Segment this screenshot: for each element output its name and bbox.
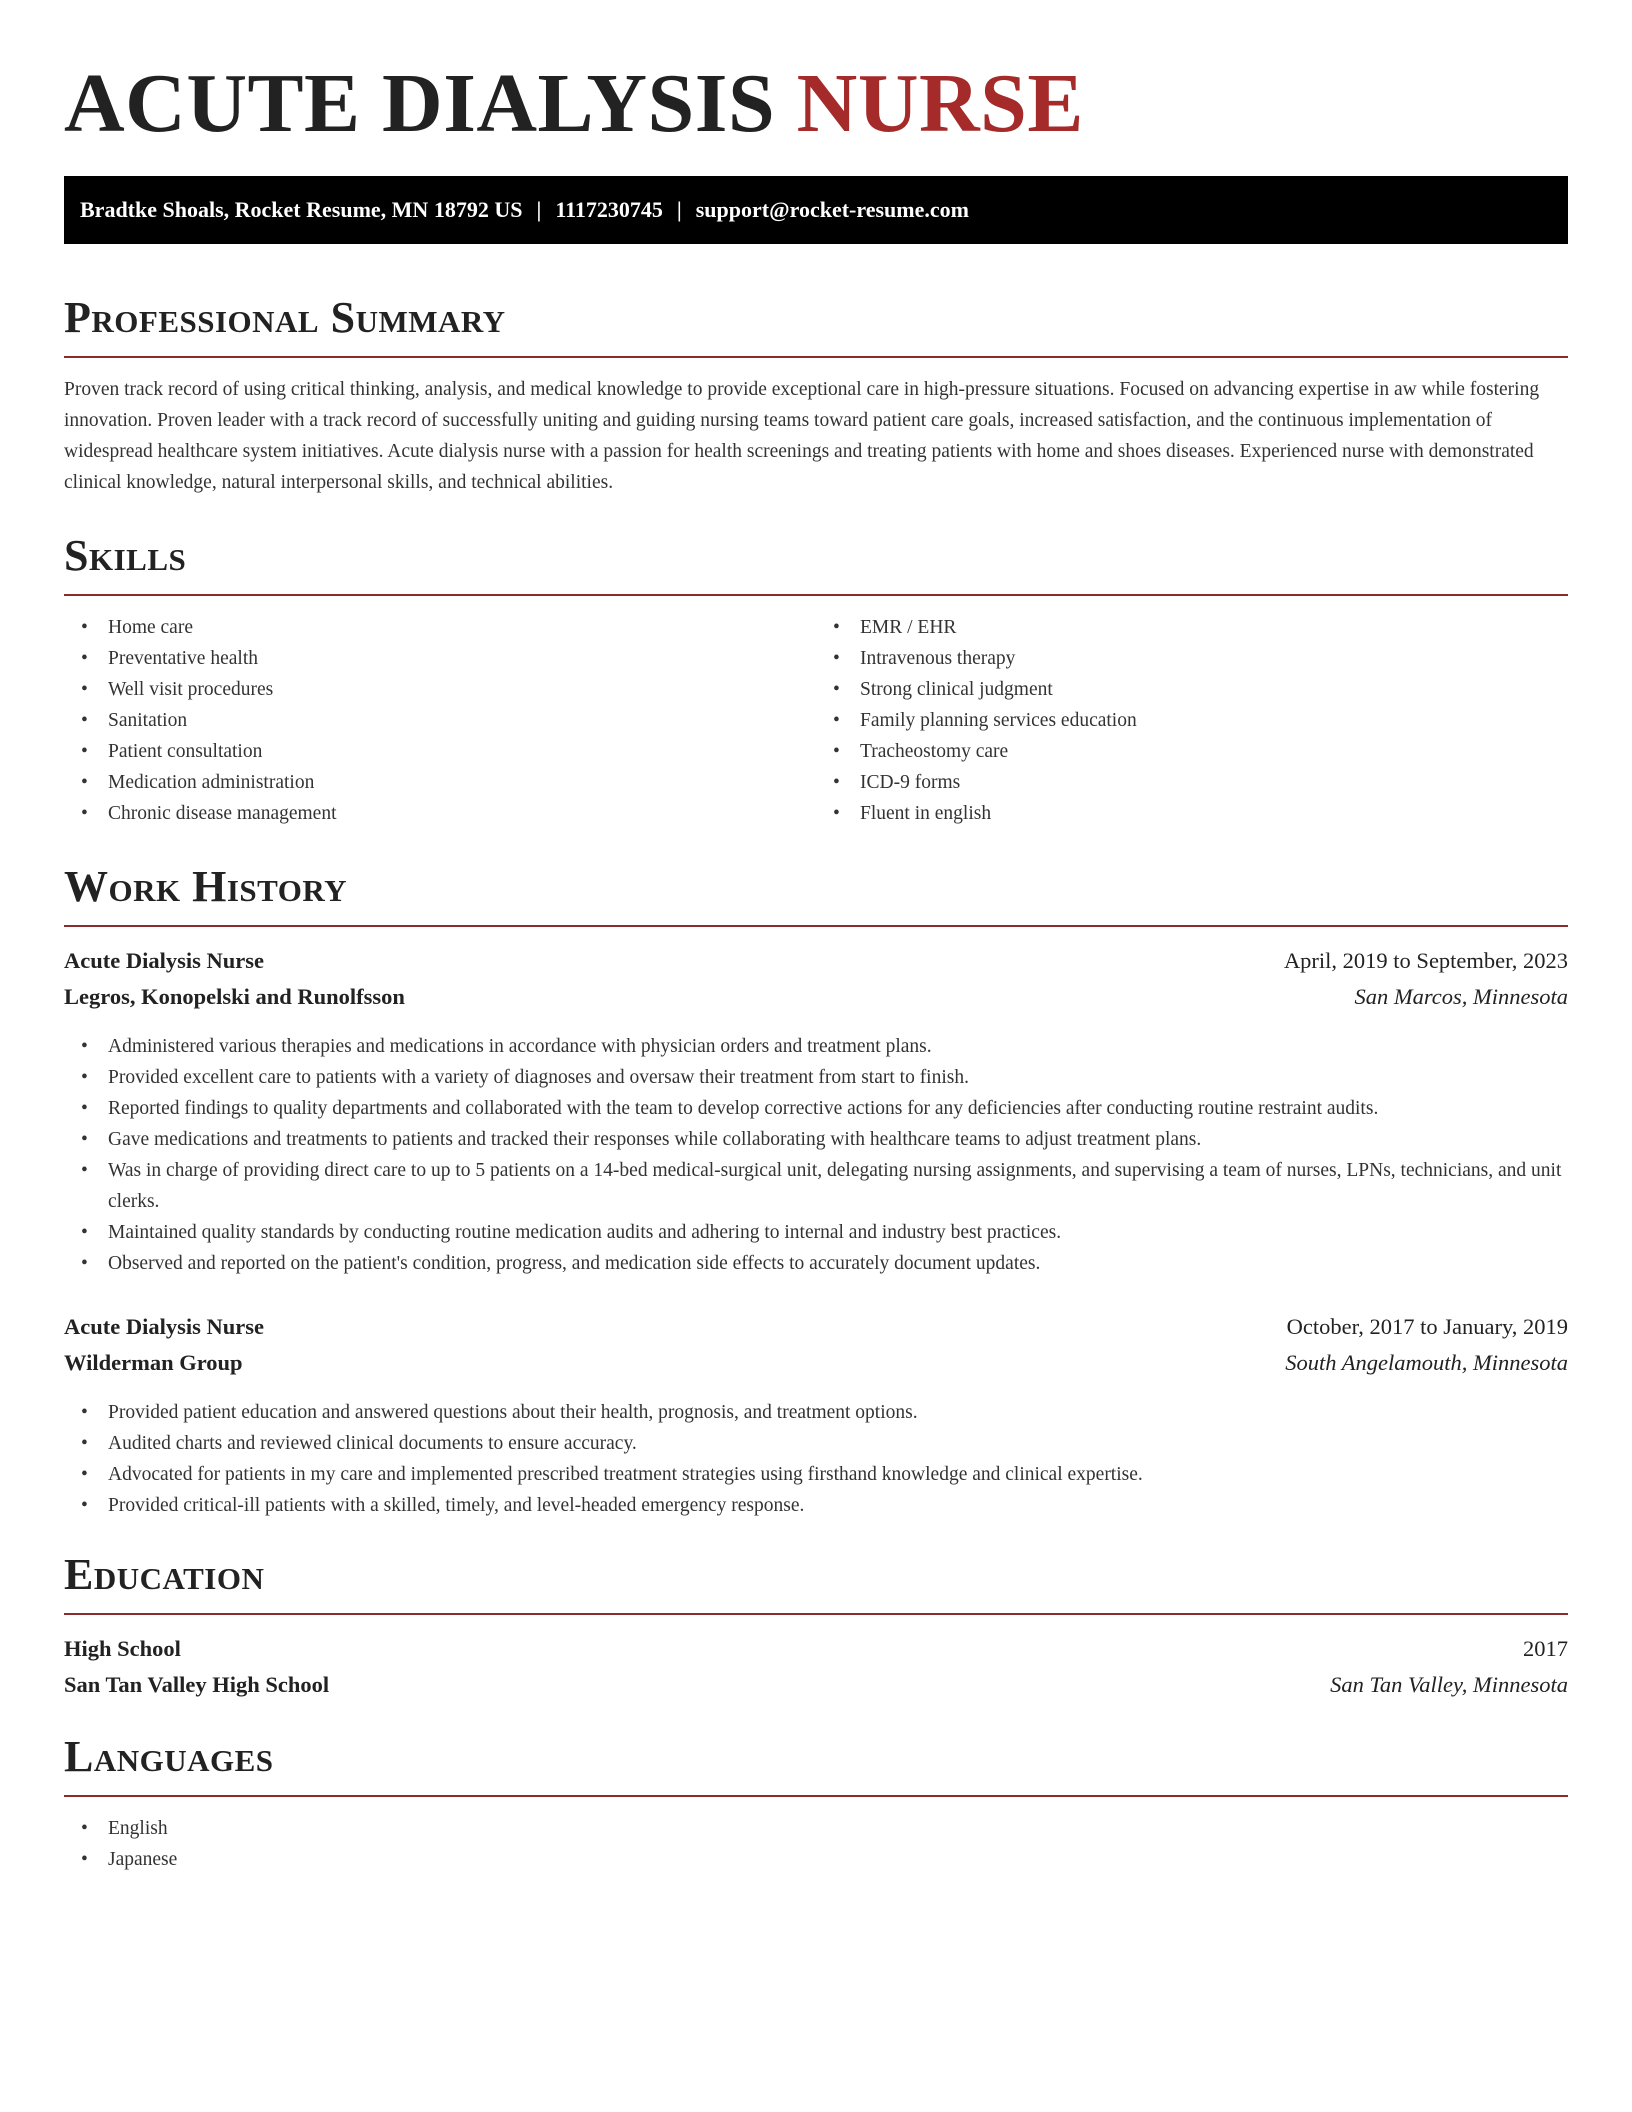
list-item — [64, 1062, 1568, 1093]
bullet-icon: • — [81, 1036, 88, 1057]
list-item — [816, 643, 1568, 674]
job-company: Legros, Konopelski and Runolfsson — [64, 984, 405, 1009]
section-heading: Education — [64, 1550, 265, 1599]
list-item — [64, 1248, 1568, 1279]
list-item-text: Provided critical-ill patients with a skilled, timely, and level-headed emergency response. — [108, 1495, 805, 1516]
list-item — [64, 1428, 1568, 1459]
bullet-icon: • — [81, 617, 88, 638]
contact-email: support@rocket-resume.com — [695, 197, 969, 222]
bullet-icon: • — [81, 1818, 88, 1839]
list-item-text: Advocated for patients in my care and implemented prescribed treatment strategies using firsthand knowledge and clinical expertise. — [108, 1464, 1143, 1485]
bullet-icon: • — [81, 1222, 88, 1243]
title-main: ACUTE DIALYSIS — [64, 57, 776, 150]
summary-section — [64, 292, 1568, 498]
list-item-text: Chronic disease management — [108, 803, 337, 824]
list-item-text: Provided excellent care to patients with a variety of diagnoses and oversaw their treatment from start to finish. — [108, 1067, 969, 1088]
list-item-text: Gave medications and treatments to patients and tracked their responses while collaborating with healthcare teams to adjust treatment plans. — [108, 1129, 1202, 1150]
bullet-icon: • — [833, 741, 840, 762]
job-entry — [64, 1309, 1568, 1521]
list-item — [64, 1217, 1568, 1248]
section-divider — [64, 1613, 1568, 1615]
list-item — [64, 643, 816, 674]
skills-list-left — [64, 612, 816, 829]
list-item — [64, 1124, 1568, 1155]
list-item — [64, 1031, 1568, 1062]
summary-text: Proven track record of using critical thinking, analysis, and medical knowledge to provide exceptional care in high-pressure situations. Focused on advancing expertise in aw while fostering innovation. Proven leader with a track record of successfully uniting and guiding nursing teams toward patient care goals, increased satisfaction, and the continuous implementation of widespread healthcare system initiatives. Acute dialysis nurse with a passion for health screenings and treating patients with home and shoes diseases. Experienced nurse with demonstrated clinical knowledge, natural interpersonal skills, and technical abilities. — [64, 379, 1540, 493]
contact-phone: 1117230745 — [555, 197, 663, 222]
education-entry — [64, 1631, 1568, 1703]
job-entry — [64, 943, 1568, 1279]
list-item-text: ICD-9 forms — [860, 772, 961, 793]
list-item-text: Observed and reported on the patient's condition, progress, and medication side effects to accurately document updates. — [108, 1253, 1041, 1274]
list-item — [64, 798, 816, 829]
list-item — [816, 612, 1568, 643]
list-item — [816, 736, 1568, 767]
contact-separator: | — [676, 197, 682, 222]
education-header-row — [64, 1631, 1568, 1667]
job-title: Acute Dialysis Nurse — [64, 948, 264, 973]
bullet-icon: • — [81, 1098, 88, 1119]
bullet-icon: • — [81, 741, 88, 762]
bullet-icon: • — [81, 1464, 88, 1485]
skills-list-right — [816, 612, 1568, 829]
list-item — [64, 767, 816, 798]
list-item — [64, 705, 816, 736]
list-item — [64, 1459, 1568, 1490]
list-item — [816, 767, 1568, 798]
list-item-text: Sanitation — [108, 710, 188, 731]
bullet-icon: • — [81, 1849, 88, 1870]
job-location: San Marcos, Minnesota — [1354, 984, 1568, 1009]
list-item — [64, 612, 816, 643]
list-item-text: Provided patient education and answered questions about their health, prognosis, and treatment options. — [108, 1402, 918, 1423]
skills-section — [64, 530, 1568, 829]
bullet-icon: • — [833, 710, 840, 731]
contact-bar — [64, 176, 1568, 244]
job-location: South Angelamouth, Minnesota — [1285, 1350, 1568, 1375]
job-company-row — [64, 1345, 1568, 1381]
bullet-icon: • — [833, 648, 840, 669]
list-item — [64, 674, 816, 705]
list-item-text: Tracheostomy care — [860, 741, 1009, 762]
list-item — [64, 1844, 1568, 1875]
job-title: Acute Dialysis Nurse — [64, 1314, 264, 1339]
job-company: Wilderman Group — [64, 1350, 243, 1375]
work-history-section — [64, 861, 1568, 1521]
list-item — [64, 1155, 1568, 1217]
list-item-text: Was in charge of providing direct care to up to 5 patients on a 14-bed medical-surgical unit, delegating nursing assignments, and supervising a team of nurses, LPNs, technicians, and unit clerks. — [108, 1160, 1562, 1212]
bullet-icon: • — [81, 803, 88, 824]
job-dates: October, 2017 to January, 2019 — [1286, 1314, 1568, 1339]
bullet-icon: • — [833, 803, 840, 824]
bullet-icon: • — [81, 679, 88, 700]
list-item — [816, 705, 1568, 736]
list-item-text: Intravenous therapy — [860, 648, 1016, 669]
education-location: San Tan Valley, Minnesota — [1330, 1672, 1568, 1697]
bullet-icon: • — [81, 648, 88, 669]
list-item — [64, 1813, 1568, 1844]
bullet-icon: • — [833, 617, 840, 638]
list-item-text: Home care — [108, 617, 193, 638]
job-header-row — [64, 943, 1568, 979]
list-item-text: Well visit procedures — [108, 679, 274, 700]
skills-grid — [64, 596, 1568, 829]
bullet-icon: • — [81, 1129, 88, 1150]
languages-section — [64, 1731, 1568, 1875]
job-duties-list — [64, 1397, 1568, 1521]
education-year: 2017 — [1523, 1636, 1568, 1661]
list-item-text: Family planning services education — [860, 710, 1137, 731]
resume-title — [64, 56, 1568, 152]
list-item-text: Patient consultation — [108, 741, 263, 762]
list-item-text: Maintained quality standards by conducting routine medication audits and adhering to internal and industry best practices. — [108, 1222, 1062, 1243]
list-item-text: Medication administration — [108, 772, 315, 793]
job-duties-list — [64, 1031, 1568, 1279]
title-accent: NURSE — [796, 57, 1084, 150]
bullet-icon: • — [833, 679, 840, 700]
section-divider — [64, 356, 1568, 358]
job-dates: April, 2019 to September, 2023 — [1283, 948, 1568, 973]
bullet-icon: • — [81, 1433, 88, 1454]
contact-separator: | — [536, 197, 542, 222]
job-company-row — [64, 979, 1568, 1015]
bullet-icon: • — [833, 772, 840, 793]
list-item-text: Fluent in english — [860, 803, 992, 824]
bullet-icon: • — [81, 1253, 88, 1274]
list-item-text: Preventative health — [108, 648, 258, 669]
bullet-icon: • — [81, 1067, 88, 1088]
list-item-text: Japanese — [108, 1849, 178, 1870]
list-item — [64, 1397, 1568, 1428]
job-header-row — [64, 1309, 1568, 1345]
education-degree: High School — [64, 1636, 181, 1661]
list-item — [64, 1093, 1568, 1124]
education-section — [64, 1549, 1568, 1703]
list-item — [816, 674, 1568, 705]
list-item — [64, 736, 816, 767]
contact-address: Bradtke Shoals, Rocket Resume, MN 18792 US — [80, 197, 523, 222]
bullet-icon: • — [81, 710, 88, 731]
bullet-icon: • — [81, 772, 88, 793]
education-school: San Tan Valley High School — [64, 1672, 330, 1697]
list-item-text: Reported findings to quality departments and collaborated with the team to develop corrective actions for any deficiencies after conducting routine restraint audits. — [108, 1098, 1379, 1119]
list-item-text: English — [108, 1818, 168, 1839]
list-item — [64, 1490, 1568, 1521]
section-heading: Professional Summary — [64, 293, 506, 342]
section-divider — [64, 925, 1568, 927]
bullet-icon: • — [81, 1495, 88, 1516]
section-heading: Languages — [64, 1732, 274, 1781]
section-divider — [64, 1795, 1568, 1797]
list-item-text: Strong clinical judgment — [860, 679, 1053, 700]
education-school-row — [64, 1667, 1568, 1703]
list-item-text: Audited charts and reviewed clinical documents to ensure accuracy. — [108, 1433, 637, 1454]
bullet-icon: • — [81, 1402, 88, 1423]
list-item-text: Administered various therapies and medications in accordance with physician orders and treatment plans. — [108, 1036, 932, 1057]
section-heading: Work History — [64, 862, 348, 911]
list-item — [816, 798, 1568, 829]
bullet-icon: • — [81, 1160, 88, 1181]
section-heading: Skills — [64, 531, 187, 580]
languages-list — [64, 1813, 1568, 1875]
list-item-text: EMR / EHR — [860, 617, 957, 638]
